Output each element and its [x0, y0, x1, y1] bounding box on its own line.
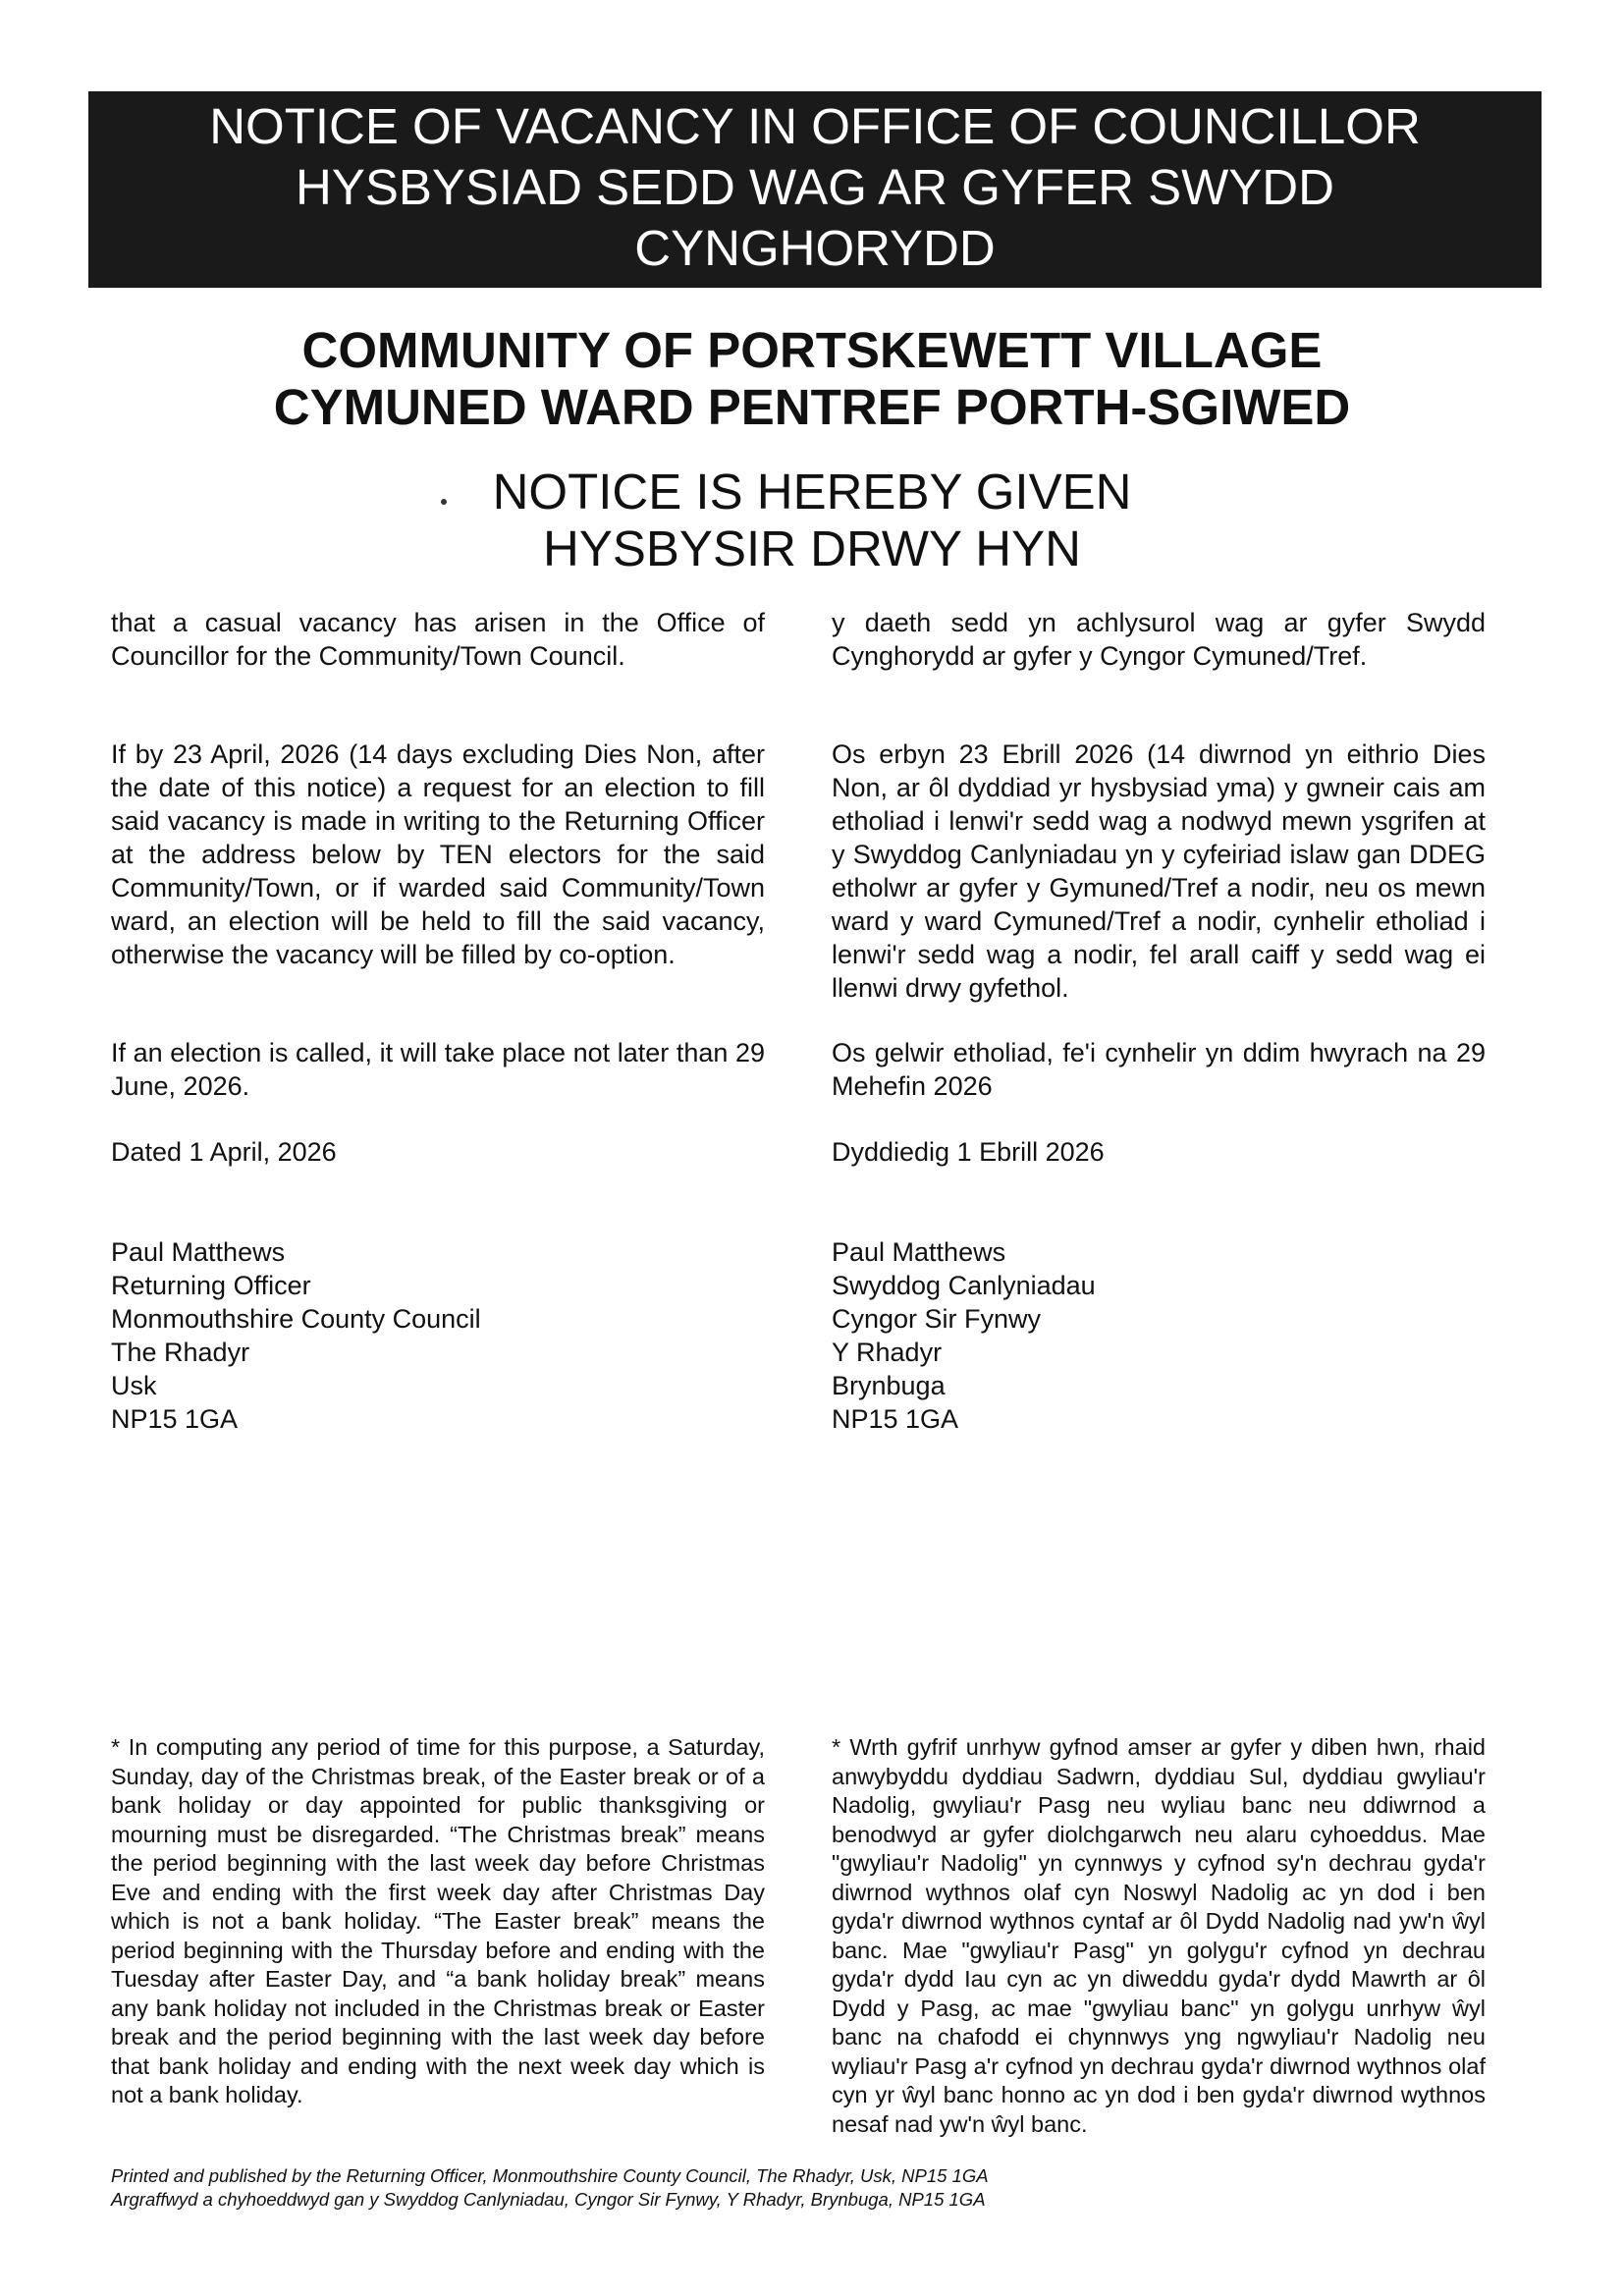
- banner-title-welsh: HYSBYSIAD SEDD WAG AR GYFER SWYDD: [296, 159, 1334, 215]
- address-line: Paul Matthews: [832, 1237, 1006, 1267]
- banner-title-english: NOTICE OF VACANCY IN OFFICE OF COUNCILLOR: [209, 98, 1421, 154]
- welsh-address-block: [832, 1235, 1486, 1436]
- address-line: The Rhadyr: [111, 1338, 250, 1367]
- address-line: Brynbuga: [832, 1371, 946, 1400]
- notice-given-welsh: HYSBYSIR DRWY HYN: [543, 520, 1081, 576]
- banner-title-welsh-continued: CYNGHORYDD: [634, 220, 996, 276]
- address-line: NP15 1GA: [111, 1404, 239, 1434]
- welsh-dated: Dyddiedig 1 Ebrill 2026: [832, 1137, 1105, 1167]
- address-line: Cyngor Sir Fynwy: [832, 1304, 1042, 1334]
- welsh-footnote: [832, 1733, 1486, 2139]
- english-footnote: [111, 1733, 765, 2110]
- address-line: Swyddog Canlyniadau: [832, 1271, 1096, 1300]
- imprint: [111, 2164, 1387, 2212]
- welsh-footnote-text: * Wrth gyfrif unrhyw gyfnod amser ar gyfer y diben hwn, rhaid anwybyddu dyddiau Sadwrn, dyddiau Sul, dyddiau gwyliau'r Nadolig, gwyliau'r Pasg neu wyliau banc neu ddiwrnod a benodwyd ar gyfer diolchgarwch neu alaru cyhoeddus. Mae "gwyliau'r Nadolig" yn cynnwys y cyfnod sy'n dechrau gyda'r diwrnod wythnos olaf cyn Noswyl Nadolig ac yn dod i ben gyda'r diwrnod wythnos cyntaf ar ôl Dydd Nadolig nad yw'n ŵyl banc. Mae "gwyliau'r Pasg" yn golygu'r cyfnod yn dechrau gyda'r dydd Iau cyn ac yn diweddu gyda'r dydd Mawrth ar ôl Dydd y Pasg, ac mae "gwyliau banc" yn golygu unrhyw ŵyl banc na chafodd ei chynnwys yng ngwyliau'r Nadolig neu wyliau'r Pasg a'r cyfnod yn dechrau gyda'r diwrnod wythnos olaf cyn yr ŵyl banc honno ac yn dod i ben gyda'r diwrnod wythnos nesaf nad yw'n ŵyl banc.: [832, 1734, 1486, 2137]
- english-election-paragraph: If an election is called, it will take place not later than 29 June, 2026.: [111, 1038, 765, 1101]
- imprint-welsh: Argraffwyd a chyhoeddwyd gan y Swyddog Canlyniadau, Cyngor Sir Fynwy, Y Rhadyr, Brynbuga, NP15 1GA: [111, 2189, 986, 2210]
- welsh-election-paragraph: Os gelwir etholiad, fe'i cynhelir yn ddim hwyrach na 29 Mehefin 2026: [832, 1038, 1486, 1101]
- address-line: Returning Officer: [111, 1271, 311, 1300]
- address-line: Paul Matthews: [111, 1237, 286, 1267]
- english-intro-paragraph: that a casual vacancy has arisen in the Office of Councillor for the Community/Town Council.: [111, 608, 765, 671]
- address-line: Usk: [111, 1371, 157, 1400]
- english-dated: Dated 1 April, 2026: [111, 1137, 337, 1167]
- welsh-request-paragraph: Os erbyn 23 Ebrill 2026 (14 diwrnod yn eithrio Dies Non, ar ôl dyddiad yr hysbysiad yma) y gwneir cais am etholiad i lenwi'r sedd wag a nodwyd mewn ysgrifen at y Swyddog Canlyniadau yn y cyfeiriad islaw gan DDEG etholwr ar gyfer y Gymuned/Tref a nodir, neu os mewn ward y ward Cymuned/Tref a nodir, cynhelir etholiad i lenwi'r sedd wag a nodir, fel arall caiff y sedd wag ei llenwi drwy gyfethol.: [832, 739, 1486, 1003]
- notice-heading: [0, 464, 1624, 577]
- english-address-block: [111, 1235, 765, 1436]
- address-line: Y Rhadyr: [832, 1338, 943, 1367]
- address-line: NP15 1GA: [832, 1404, 959, 1434]
- notice-given-english: NOTICE IS HEREBY GIVEN: [492, 464, 1132, 519]
- community-heading: [0, 322, 1624, 436]
- community-name-english: COMMUNITY OF PORTSKEWETT VILLAGE: [301, 322, 1323, 378]
- community-name-welsh: CYMUNED WARD PENTREF PORTH-SGIWED: [273, 379, 1351, 435]
- imprint-english: Printed and published by the Returning Officer, Monmouthshire County Council, The Rhadyr, Usk, NP15 1GA: [111, 2165, 989, 2186]
- welsh-intro-paragraph: y daeth sedd yn achlysurol wag ar gyfer Swydd Cynghorydd ar gyfer y Cyngor Cymuned/Tref.: [832, 608, 1486, 671]
- address-line: Monmouthshire County Council: [111, 1304, 481, 1334]
- english-footnote-text: * In computing any period of time for this purpose, a Saturday, Sunday, day of the Christmas break, of the Easter break or of a bank holiday or day appointed for public thanksgiving or mourning must be disregarded. “The Christmas break” means the period beginning with the last week day before Christmas Eve and ending with the first week day after Christmas Day which is not a bank holiday. “The Easter break” means the period beginning with the Thursday before and ending with the Tuesday after Easter Day, and “a bank holiday break” means any bank holiday not included in the Christmas break or Easter break and the period beginning with the last week day before that bank holiday and ending with the next week day which is not a bank holiday.: [111, 1734, 765, 2107]
- english-request-paragraph: If by 23 April, 2026 (14 days excluding Dies Non, after the date of this notice) a request for an election to fill said vacancy is made in writing to the Returning Officer at the address below by TEN electors for the said Community/Town, or if warded said Community/Town ward, an election will be held to fill the said vacancy, otherwise the vacancy will be filled by co-option.: [111, 739, 765, 969]
- title-banner: [88, 91, 1542, 288]
